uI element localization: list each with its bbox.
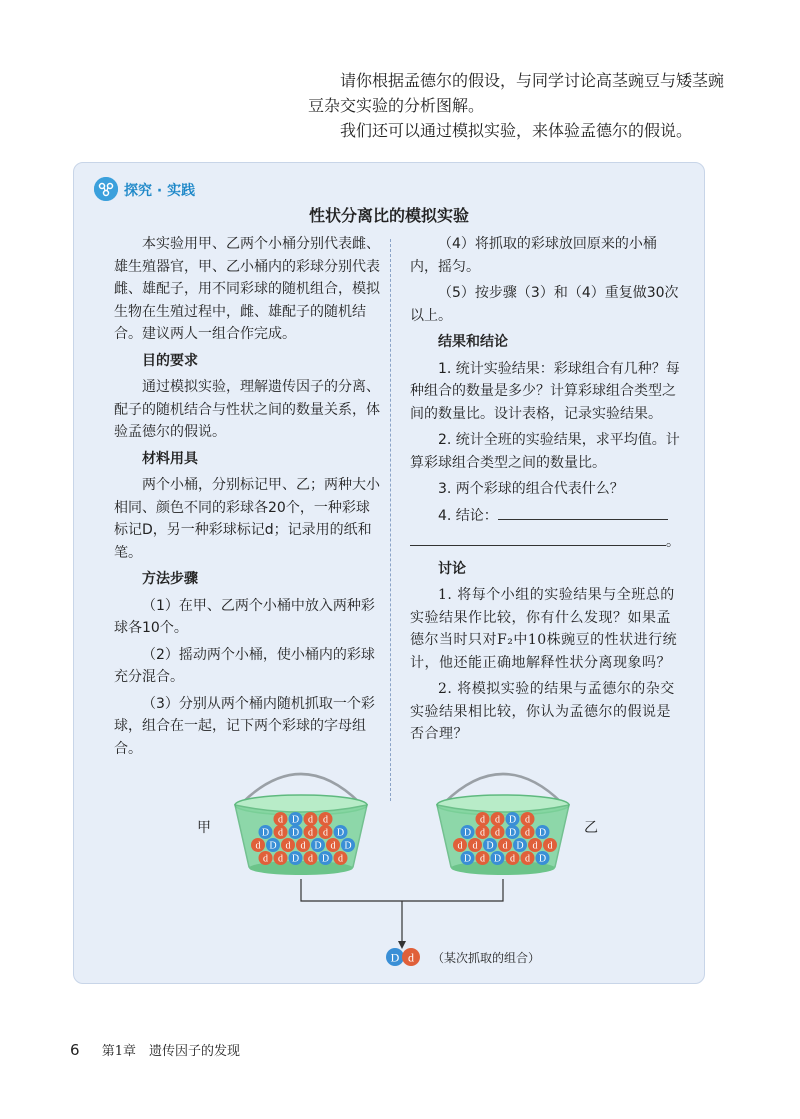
intro-text-block: 本实验用甲、乙两个小桶分别代表雌、雄生殖器官，甲、乙小桶内的彩球分别代表雌、雄配子，用不同彩球的随机组合，模拟生物在生殖过程中，雌、雄配子的随机结合。建议两人一组合作完成。	[114, 236, 380, 342]
result-4	[410, 505, 682, 528]
results-heading: 结果和结论	[438, 334, 508, 350]
ball-letter: d	[323, 827, 328, 839]
ball-letter: d	[510, 853, 515, 865]
discussion-block	[410, 584, 682, 746]
ball-letter: d	[525, 814, 530, 826]
method-heading: 方法步骤	[142, 571, 198, 587]
ball-letter: D	[516, 840, 524, 852]
step-2: （2）摇动两个小桶，使小桶内的彩球充分混合。	[114, 646, 375, 685]
figure-caption: （某次抓取的组合）	[432, 951, 541, 965]
conclusion-blank-2	[410, 531, 666, 546]
ball-letter: d	[330, 840, 336, 852]
discussion-heading: 讨论	[438, 560, 466, 577]
ball-letter: D	[538, 853, 547, 865]
ball-letter: d	[532, 840, 538, 852]
ball-letter: d	[308, 827, 313, 839]
page-footer	[70, 1040, 240, 1059]
ball-letter: D	[291, 853, 300, 865]
ball-letter: d	[278, 827, 283, 839]
ball-letter: d	[547, 840, 553, 852]
bucket-figure	[74, 763, 706, 983]
ball-letter: d	[480, 853, 485, 865]
ball-letter: D	[508, 827, 517, 839]
ball-letter: d	[480, 827, 485, 839]
ball-letter: d	[263, 853, 268, 865]
materials-heading: 材料用具	[142, 450, 198, 467]
ball-letter: D	[538, 827, 547, 839]
goal-text: 通过模拟实验，理解遗传因子的分离、配子的随机结合与性状之间的数量关系，体验孟德尔的假说。	[114, 379, 380, 440]
conclusion-period: 。	[666, 534, 680, 550]
right-column	[410, 233, 682, 750]
ball-letter: d	[525, 827, 530, 839]
result-2: 2. 统计全班的实验结果，求平均值。计算彩球组合类型之间的数量比。	[410, 432, 680, 471]
ball-letter: D	[291, 827, 300, 839]
badge-label: 探究 · 实践	[124, 183, 196, 199]
ball-letter: d	[278, 814, 283, 826]
ball-letter: d	[472, 840, 478, 852]
step-1: （1）在甲、乙两个小桶中放入两种彩球各10个。	[114, 597, 375, 636]
ball-letter: d	[323, 814, 328, 826]
intro-paragraph-1: 请你根据孟德尔的假设，与同学讨论高茎豌豆与矮茎豌豆杂交实验的分析图解。	[308, 71, 725, 115]
ball-letter: d	[457, 840, 463, 852]
step-5: （5）按步骤（3）和（4）重复做30次以上。	[410, 285, 679, 324]
conclusion-label: 4. 结论：	[438, 507, 498, 524]
ball-letter: d	[255, 840, 261, 852]
result-1: 1. 统计实验结果：彩球组合有几种？每种组合的数量是多少？计算彩球组合类型之间的数量比。设计表格，记录实验结果。	[410, 360, 680, 422]
ball-letter: d	[308, 814, 313, 826]
intro-paragraph-2: 我们还可以通过模拟实验，来体验孟德尔的假说。	[340, 121, 693, 140]
ball-letter: D	[486, 840, 494, 852]
step-3: （3）分别从两个桶内随机抓取一个彩球，组合在一起，记下两个彩球的字母组合。	[114, 695, 375, 757]
ball-letter: D	[508, 814, 517, 826]
ball-letter: D	[321, 853, 330, 865]
intro-text	[308, 68, 728, 143]
ball-letter: D	[291, 814, 300, 826]
ball-letter: D	[344, 840, 352, 852]
result-4-line-2	[410, 531, 682, 554]
ball-letter: d	[338, 853, 343, 865]
ball-letter: d	[495, 827, 500, 839]
ball-letter: D	[314, 840, 322, 852]
drawn-pair	[386, 948, 420, 966]
bucket-diagram	[74, 763, 706, 983]
activity-box	[73, 162, 705, 984]
bucket-label-yi: 乙	[584, 820, 598, 836]
ball-letter: D	[463, 853, 472, 865]
step-4: （4）将抓取的彩球放回原来的小桶内，摇匀。	[410, 236, 657, 275]
ball-letter: D	[463, 827, 472, 839]
ball-letter: D	[269, 840, 277, 852]
explore-practice-badge	[94, 177, 214, 201]
discussion-2: 2. 将模拟实验的结果与孟德尔的杂交实验结果相比较，你认为孟德尔的假说是否合理？	[410, 681, 675, 742]
ball-letter: d	[308, 853, 313, 865]
ball-letter: D	[336, 827, 345, 839]
molecule-icon	[94, 177, 118, 201]
discussion-1: 1. 将每个小组的实验结果与全班总的实验结果作比较，你有什么发现？如果孟德尔当时只对F₂中10株豌豆的性状进行统计，他还能正确地解释性状分离现象吗？	[410, 587, 678, 671]
page-number: 6	[70, 1041, 80, 1059]
conclusion-blank-1	[498, 505, 668, 520]
bucket-label-jia: 甲	[197, 820, 211, 836]
ball-letter: d	[278, 853, 283, 865]
ball-letter: d	[480, 814, 485, 826]
chapter-title: 第1章 遗传因子的发现	[101, 1044, 240, 1059]
ball-letter: d	[285, 840, 291, 852]
goal-heading: 目的要求	[142, 352, 198, 369]
drawn-ball-d: d	[408, 950, 414, 965]
materials-text: 两个小桶，分别标记甲、乙；两种大小相同、颜色不同的彩球各20个，一种彩球标记D，另一种彩球标记d；记录用的纸和笔。	[114, 477, 380, 561]
ball-letter: d	[525, 853, 530, 865]
ball-letter: d	[502, 840, 508, 852]
activity-title: 性状分离比的模拟实验	[308, 206, 469, 225]
ball-letter: d	[300, 840, 306, 852]
ball-letter: D	[261, 827, 270, 839]
left-column	[114, 233, 382, 764]
drawn-ball-D: D	[390, 950, 400, 965]
ball-letter: D	[493, 853, 502, 865]
ball-letter: d	[495, 814, 500, 826]
column-divider	[390, 239, 391, 801]
result-3: 3. 两个彩球的组合代表什么？	[438, 481, 624, 497]
